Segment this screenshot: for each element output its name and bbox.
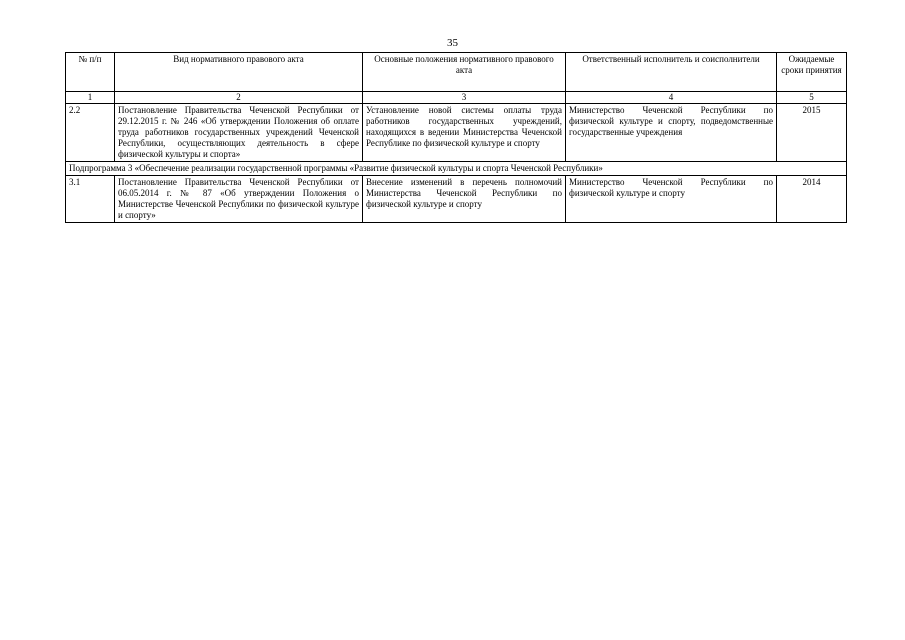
normative-acts-table: [65, 52, 847, 223]
row-number: 3.1: [66, 176, 115, 223]
header-number: № п/п: [66, 53, 115, 92]
column-number: 1: [66, 92, 115, 104]
act-type-cell: Постановление Правительства Чеченской Республики от 29.12.2015 г. № 246 «Об утверждении Положения об оплате труда работников государственных учреждений Чеченской Республики, осуществляющих деятельность в сфере физической культуры и спорта»: [115, 104, 363, 162]
column-number-row: [66, 92, 847, 104]
row-number: 2.2: [66, 104, 115, 162]
provisions-cell: Установление новой системы оплаты труда работников государственных учреждений, находящихся в ведении Министерства Чеченской Республике по физической культуре и спорту: [363, 104, 566, 162]
table-row: [66, 104, 847, 162]
executor-cell: Министерство Чеченской Республики по физической культуре и спорту: [566, 176, 777, 223]
subprogram-row: [66, 162, 847, 176]
table-header-row: [66, 53, 847, 92]
provisions-cell: Внесение изменений в перечень полномочий Министерства Чеченской Республики по физической культуре и спорту: [363, 176, 566, 223]
executor-cell: Министерство Чеченской Республики по физической культуре и спорту, подведомственные государственные учреждения: [566, 104, 777, 162]
act-type-cell: Постановление Правительства Чеченской Республики от 06.05.2014 г. № 87 «Об утверждении Положения о Министерстве Чеченской Республики по физической культуре и спорту»: [115, 176, 363, 223]
page-number: 35: [447, 37, 458, 49]
table-row: [66, 176, 847, 223]
deadline-cell: 2014: [777, 176, 847, 223]
column-number: 3: [363, 92, 566, 104]
header-deadline: Ожидаемые сроки принятия: [777, 53, 847, 92]
deadline-cell: 2015: [777, 104, 847, 162]
column-number: 2: [115, 92, 363, 104]
subprogram-title: Подпрограмма 3 «Обеспечение реализации государственной программы «Развитие физической культуры и спорта Чеченской Республики»: [66, 162, 847, 176]
header-provisions: Основные положения нормативного правового акта: [363, 53, 566, 92]
header-executor: Ответственный исполнитель и соисполнители: [566, 53, 777, 92]
column-number: 5: [777, 92, 847, 104]
header-act-type: Вид нормативного правового акта: [115, 53, 363, 92]
column-number: 4: [566, 92, 777, 104]
